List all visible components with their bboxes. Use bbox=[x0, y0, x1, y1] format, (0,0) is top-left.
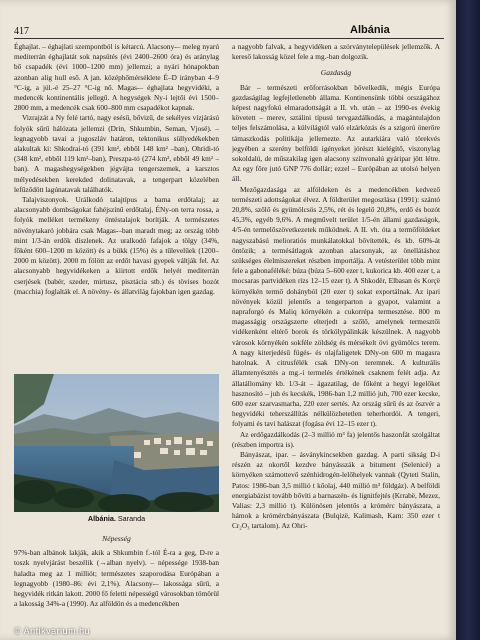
paragraph-climate: Éghajlat. – éghajlati szempontból is kétarcú. Alacsony-– meleg nyarú mediterrán éghajlatát sok napsütés (évi 2400–2600 óra) és aránylag bő csapadék (évi 1000–1200 mm) jellemzi; a nyári hónapokban azonban alig hull eső. A jan. középhőmérséklete É–D irányban 4–9 °C-ig, a júl.-é 25–27 °C-ig nő. Magas-– éghajlata hegyvidéki, a medencék kontinentális jellegű. A hegységek Ny-i lejtői évi 1500–2800 mm, a medencék csak 600–800 mm csapadékot kapnak. bbox=[14, 42, 219, 113]
paragraph-soils: Talajviszonyok. Urálkodó talajtípus a barna erdőtalaj; az alacsonyabb dombságokat fahéjszínű erdőtalaj, ÉNy-on terra rossa, a folyók melléket termékeny öntéstalajok borítják. A természetes növénytakaró jobbára csak Magas-–ban maradt meg; az ország több mint 1/3-án erdők díszlenek. Az uralkodó fafajok a tölgy (34%, főként 600–1200 m között) és a bükk (15%) és a tűlevelűek (1200–2000 m között). 2000 m fölött az erdőt havasi gyepek váltják fel. Az alacsonyabb hegyvidékeken a kiirtott erdők helyét mediterrán cserjések (babér, szeder, mirtusz, pisztácia stb.) és tövises bozót (macchia) foglalták el. A növény- és állatvilág fajokban igen gazdag. bbox=[14, 195, 219, 296]
paragraph-forestry: Az erdőgazdálkodás (2–3 millió m³ fa) jelentős haszonfát szolgáltat (részben importra is). bbox=[232, 429, 440, 449]
paragraph-mining: Bányászat, ipar. – ásványkincsekben gazdag. A parti sikság D-i részén az okortől kezdve bányásszák a bitument (Selenicë) a környéken számottevő szénhidrogén-lelőhelyek vannak (Qyteti Stalin, Patos: 1986-ban 3,5 millió t kőolaj, 440 millió m³ földgáz). A belföldi energiabázist tovább bővíti a barnaszén- és lignitfejtés (Krrabë, Mezez, Valias: 2,3 millió t). Különösen jelentős a krómérc bányászata, a hámok a krómércbányászata (Bulqizë, Kalimash, Kam: 350 ezer t Cr₂O₃ tartalom). Az Ohri- bbox=[232, 449, 440, 531]
watermark: © Antikvarium.hu bbox=[14, 626, 91, 636]
page-number: 417 bbox=[14, 26, 29, 37]
right-column bbox=[232, 42, 440, 632]
paragraph-hydrography: Vizrajzát a Ny felé tartó, nagy esésű, bővizű, de sekélyes vízjárású folyók sűrű hálózata jellemzi (Drin, Shkumbin, Seman, Vjosë). – legnagyobb tavai a jugoszláv határon, tektonikus süllyedékekben alakultak ki: Shkodrai-tó (391 km², ebből 148 km² –ban), Ohridi-tó (348 km², ebből 119 km²–ban), Preszpa-tó (274 km², ebből 49 km² –ban). A magashegységekben jégvájta tengerszemek, a karsztos mélyedésekben kerekded dolinatavak, a tengerpart közelében lefűződött lagúnatavak találhatók. bbox=[14, 113, 219, 194]
photo-caption bbox=[14, 514, 219, 523]
saranda-photo bbox=[14, 374, 219, 512]
paragraph-settlements: a nagyobb falvak, a hegyvidéken a szórványtelepülések jellemzők. A kereső lakosság közel fele a mg.-ban dolgozik. bbox=[232, 42, 440, 62]
header-rule bbox=[14, 38, 444, 39]
left-column bbox=[14, 42, 219, 372]
running-head-title: Albánia bbox=[350, 24, 390, 36]
paragraph-population: 97%-ban albánok lakják, akik a Shkumbin f.-tól É-ra a geg, D-re a toszk nyelvjárást beszélik (→alban nyelv). – népessége 1938-ban haladta meg az 1 milliót; természetes szaporodása Európában a legnagyobb (1980–86: évi 2,1%). Alacsony-– lakossága sűrű, a hegyvidék ritkán lakott. 2000 fő feletti népességű városokban tömörül a lakosság 34%-a (1990). Az alföldön és a medencékben bbox=[14, 548, 219, 609]
section-heading-economy: Gazdaság bbox=[320, 68, 352, 78]
caption-bold: Albánia. bbox=[87, 514, 116, 523]
paragraph-agriculture: Mezőgazdasága az alföldeken és a medencékben kedvező természeti adottságokat élvez. A földterület megoszlása (1991): szántó 20,8%, szőlő és gyümölcsös 2,5%, rét és legelő 20,8%, erdő és bozót 45,3%, egyéb 9,6%. A megművelt terület 1/5-én állami gazdaságok, 4/5-én termelőszövetkezetek működnek. A II. vh. óta a termőföldeket nagyszabású melioratiós munkálatokkal bővítették, és kb. 60%-át öntözik; a termésátlagok azonban alacsonyak, az önellátáshoz szükséges élelmiszereket részben importálja. A vetésterület több mint fele a gabonaféléké: búza (búza 5–600 ezer t, kukorica kb. 400 ezer t, a mocsaras partvidéken rizs 12–15 ezer t). A Shkodër, Elbasan és Korçë környékén termő dohányból (20 ezer t) sokat exportálnak. Az ipari növények közül jelentős a tengerparton a gyapot, valamint a napraforgó és Maliq környékén a cukorrépa termesztése. 800 m magasságig országszerte elterjedt a szőlő, amelynek termesztői vidékenként eltérő borok és törkölypálinkák készülnek. A nagyobb városok környékén sokféle zöldség és mérsékelt övi gyümölcs terem. A nagy kiterjedésű fügés- és olajfaligetek DNy-on 600 m magasra hatolnak. A citrusfélék csak DNy-on teremnek. A kulturális államtenyésztés a mg.-i termelés értékének csaknem felét adja. Az állatállomány kb. 1/3-át – ágazatilag, de főként a hegyi legelőket hasznosító – juh és kecskék, 1986-ban 1,2 millió juh, 700 ezer kecske, 600 ezer szarvasmarha, 220 ezer sertés. Az ország sűrű és az öszvér a hegyvidéki teherszállítás nélkülözhetetlen teherhordói. A tengeri, folyami és tavi halászat (fogása évi 12–15 ezer t). bbox=[232, 184, 440, 429]
paragraph-economy: Bár – természeti erőforrásokban bővelkedik, mégis Európa gazdaságilag legfejletlenebb állama. Kontinensünk többi országához képest nagyfokú elmaradottságát a II. vh. után – az 1990-es évekig követett – merev, sztálini típusú tervgazdálkodás, a magántulajdon teljes felszámolása, a külvilágtól való elzárkózás és a szigorú önerőre támaszkodás politikája jellemezte. Az autarkiára való törekvés jegyében a szerény belföldi igényeket jórészt kielégítő, viszonylag sokoldalú, de műszakilag igen alacsony színvonalú gyáripar jött létre. Az egy főre jutó GNP 776 dollár; ezzel – Európában az utolsó helyen áll. bbox=[232, 82, 440, 184]
book-spine bbox=[456, 0, 480, 640]
caption-place: Saranda bbox=[115, 514, 146, 523]
left-lower-column bbox=[14, 528, 219, 628]
section-heading-population: Népesség bbox=[102, 534, 131, 543]
